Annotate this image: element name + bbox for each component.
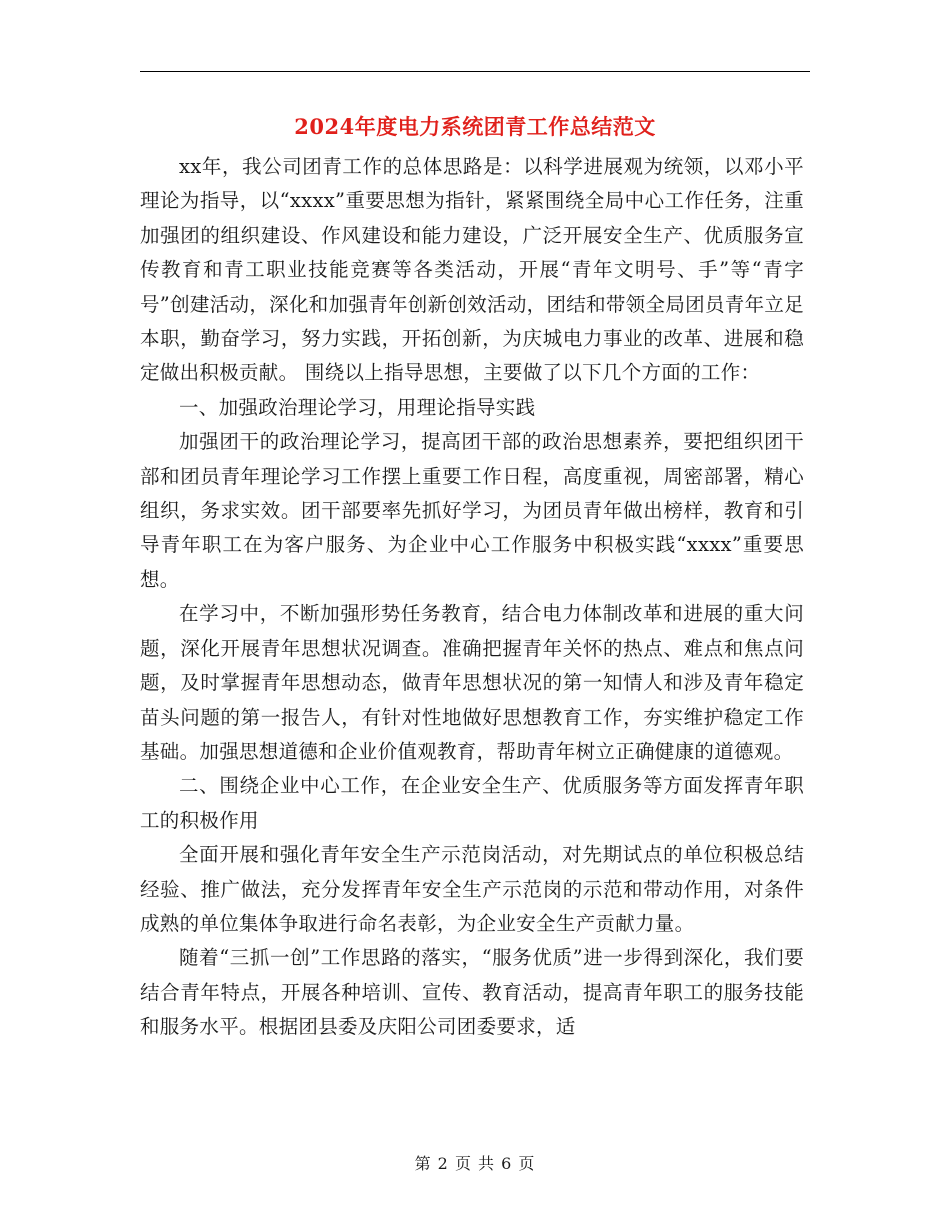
page-number: 第 2 页 共 6 页 [414,1154,536,1173]
paragraph-service-quality: 随着“三抓一创”工作思路的落实，“服务优质”进一步得到深化，我们要结合青年特点，开展各种培训、宣传、教育活动，提高青年职工的服务技能和服务水平。根据团县委及庆阳公司团委要求，适 [140,946,804,1039]
header-rule [140,71,810,72]
section-heading-1: 一、加强政治理论学习，用理论指导实践 [179,395,536,419]
document-body [140,150,804,1045]
paragraph-intro: xx年，我公司团青工作的总体思路是：以科学进展观为统领，以邓小平理论为指导，以“xxxx”重要思想为指针，紧紧围绕全局中心工作任务，注重加强团的组织建设、作风建设和能力建设，广泛开展安全生产、优质服务宣传教育和青工职业技能竞赛等各类活动，开展“青年文明号、手”等“青字号”创建活动，深化和加强青年创新创效活动，团结和带领全局团员青年立足本职，勤奋学习，努力实践，开拓创新，为庆城电力事业的改革、进展和稳定做出积极贡献。 围绕以上指导思想，主要做了以下几个方面的工作： [140,155,804,385]
section-heading-2: 二、围绕企业中心工作，在企业安全生产、优质服务等方面发挥青年职工的积极作用 [140,774,804,832]
paragraph-theory-study: 加强团干的政治理论学习，提高团干部的政治思想素养，要把组织团干部和团员青年理论学习工作摆上重要工作日程，高度重视，周密部署，精心组织，务求实效。团干部要率先抓好学习，为团员青年做出榜样，教育和引导青年职工在为客户服务、为企业中心工作服务中积极实践“xxxx”重要思想。 [140,430,804,591]
paragraph-safety-demo: 全面开展和强化青年安全生产示范岗活动，对先期试点的单位积极总结经验、推广做法，充分发挥青年安全生产示范岗的示范和带动作用，对条件成熟的单位集体争取进行命名表彰，为企业安全生产贡献力量。 [140,843,804,935]
document-title: 2024年度电力系统团青工作总结范文 [294,114,656,139]
paragraph-situation-education: 在学习中，不断加强形势任务教育，结合电力体制改革和进展的重大问题，深化开展青年思想状况调查。准确把握青年关怀的热点、难点和焦点问题，及时掌握青年思想动态，做青年思想状况的第一知情人和涉及青年稳定苗头问题的第一报告人，有针对性地做好思想教育工作，夯实维护稳定工作基础。加强思想道德和企业价值观教育，帮助青年树立正确健康的道德观。 [140,602,804,763]
